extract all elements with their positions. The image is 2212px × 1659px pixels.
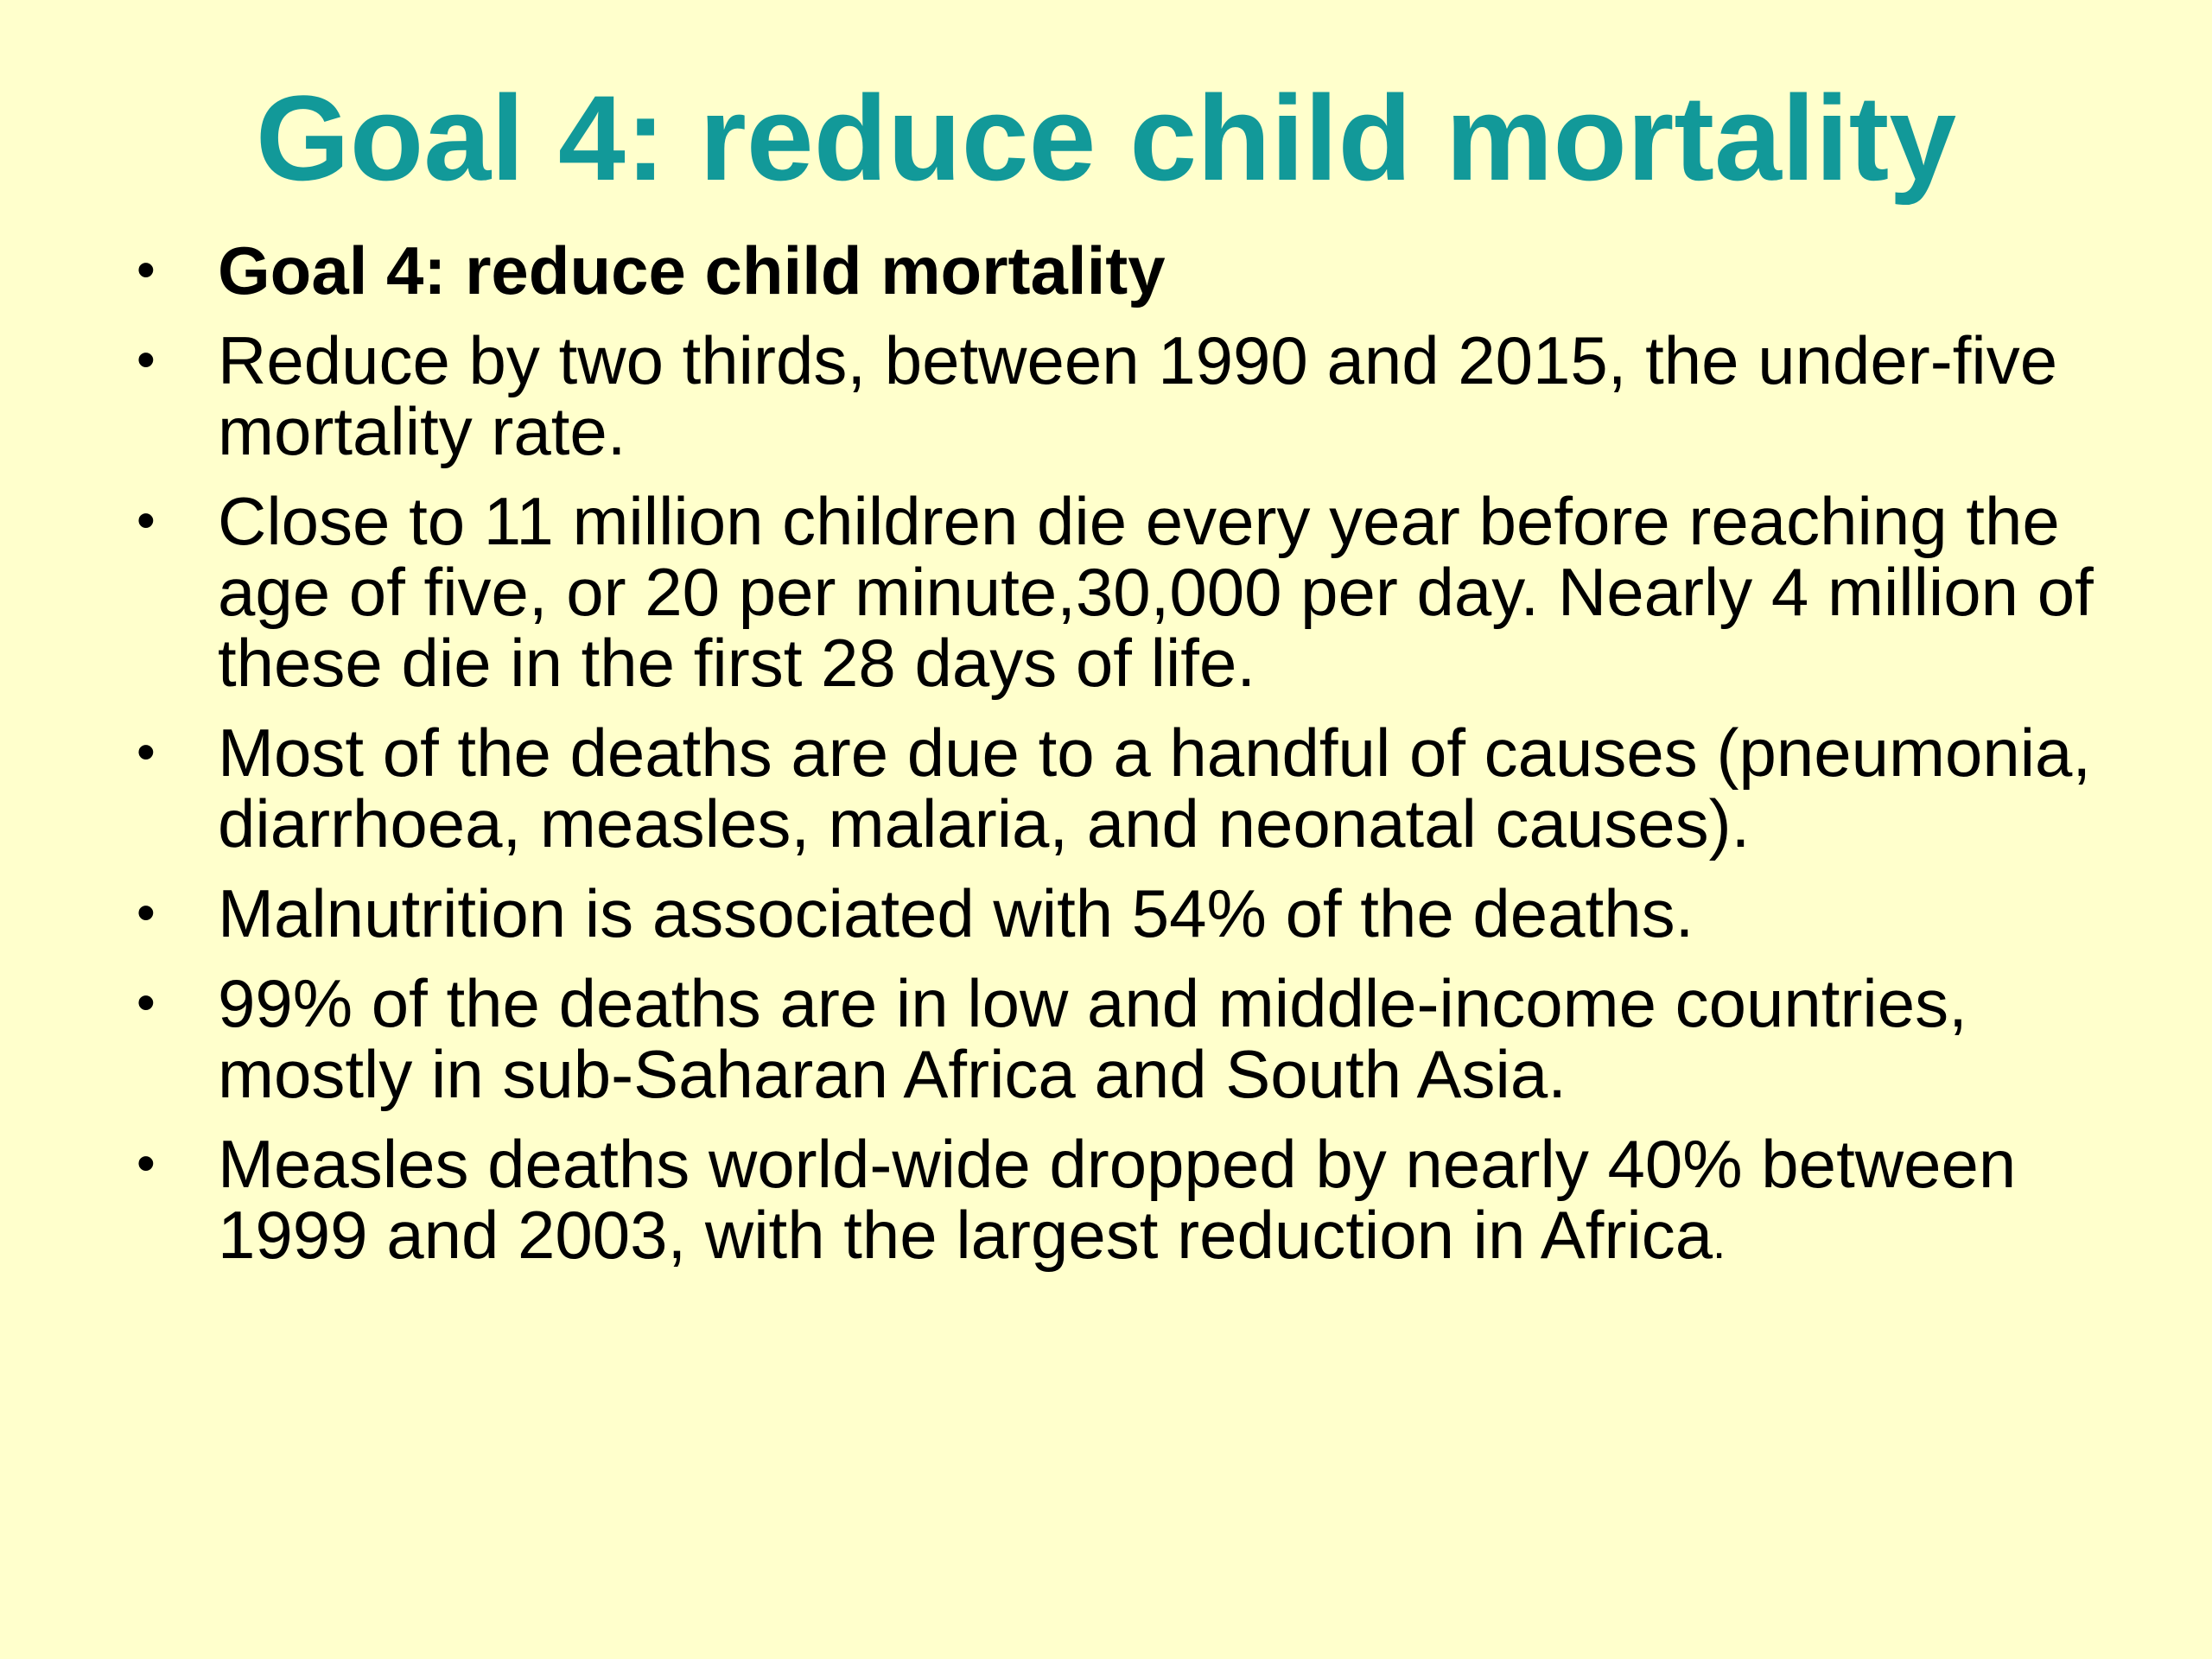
slide-title: Goal 4: reduce child mortality	[255, 70, 1957, 206]
bullet-item-malnutrition	[130, 875, 2117, 951]
bullet-item-income-countries	[130, 965, 2117, 1112]
bullet-text: Malnutrition is associated with 54% of the deaths.	[218, 875, 1694, 951]
bullet-text: Measles deaths world-wide dropped by nearly 40% between 1999 and 2003, with the largest reduction in Africa	[218, 1126, 2017, 1273]
bullet-icon: •	[137, 330, 156, 390]
bullet-icon: •	[137, 883, 156, 943]
bullet-item-deaths-per-year	[130, 483, 2117, 701]
bullet-icon: •	[137, 973, 156, 1033]
bullet-icon: •	[137, 240, 156, 300]
bullet-item-target	[130, 322, 2117, 469]
bullet-text: Most of the deaths are due to a handful of causes (pneumonia, diarrhoea, measles, malaria, and neonatal causes).	[218, 715, 2092, 861]
bullet-item-measles	[130, 1128, 2117, 1278]
bullet-item-goal	[130, 232, 2117, 308]
bullet-item-causes	[130, 717, 2117, 859]
bullet-text: Goal 4: reduce child mortality	[218, 232, 1166, 308]
bullet-icon: •	[137, 1134, 156, 1193]
bullet-icon: •	[137, 491, 156, 550]
bullet-text: 99% of the deaths are in low and middle-income countries, mostly in sub-Saharan Africa and South Asia.	[218, 965, 1967, 1112]
bullet-icon: •	[137, 722, 156, 782]
bullet-list	[130, 232, 2117, 1297]
bullet-text: Reduce by two thirds, between 1990 and 2015, the under-five mortality rate.	[218, 322, 2058, 469]
bullet-text-tail: .	[1713, 1217, 1726, 1268]
bullet-text: Close to 11 million children die every year before reaching the age of five, or 20 per minute,30,000 per day. Nearly 4 million of these die in the first 28 days of life.	[218, 483, 2094, 701]
